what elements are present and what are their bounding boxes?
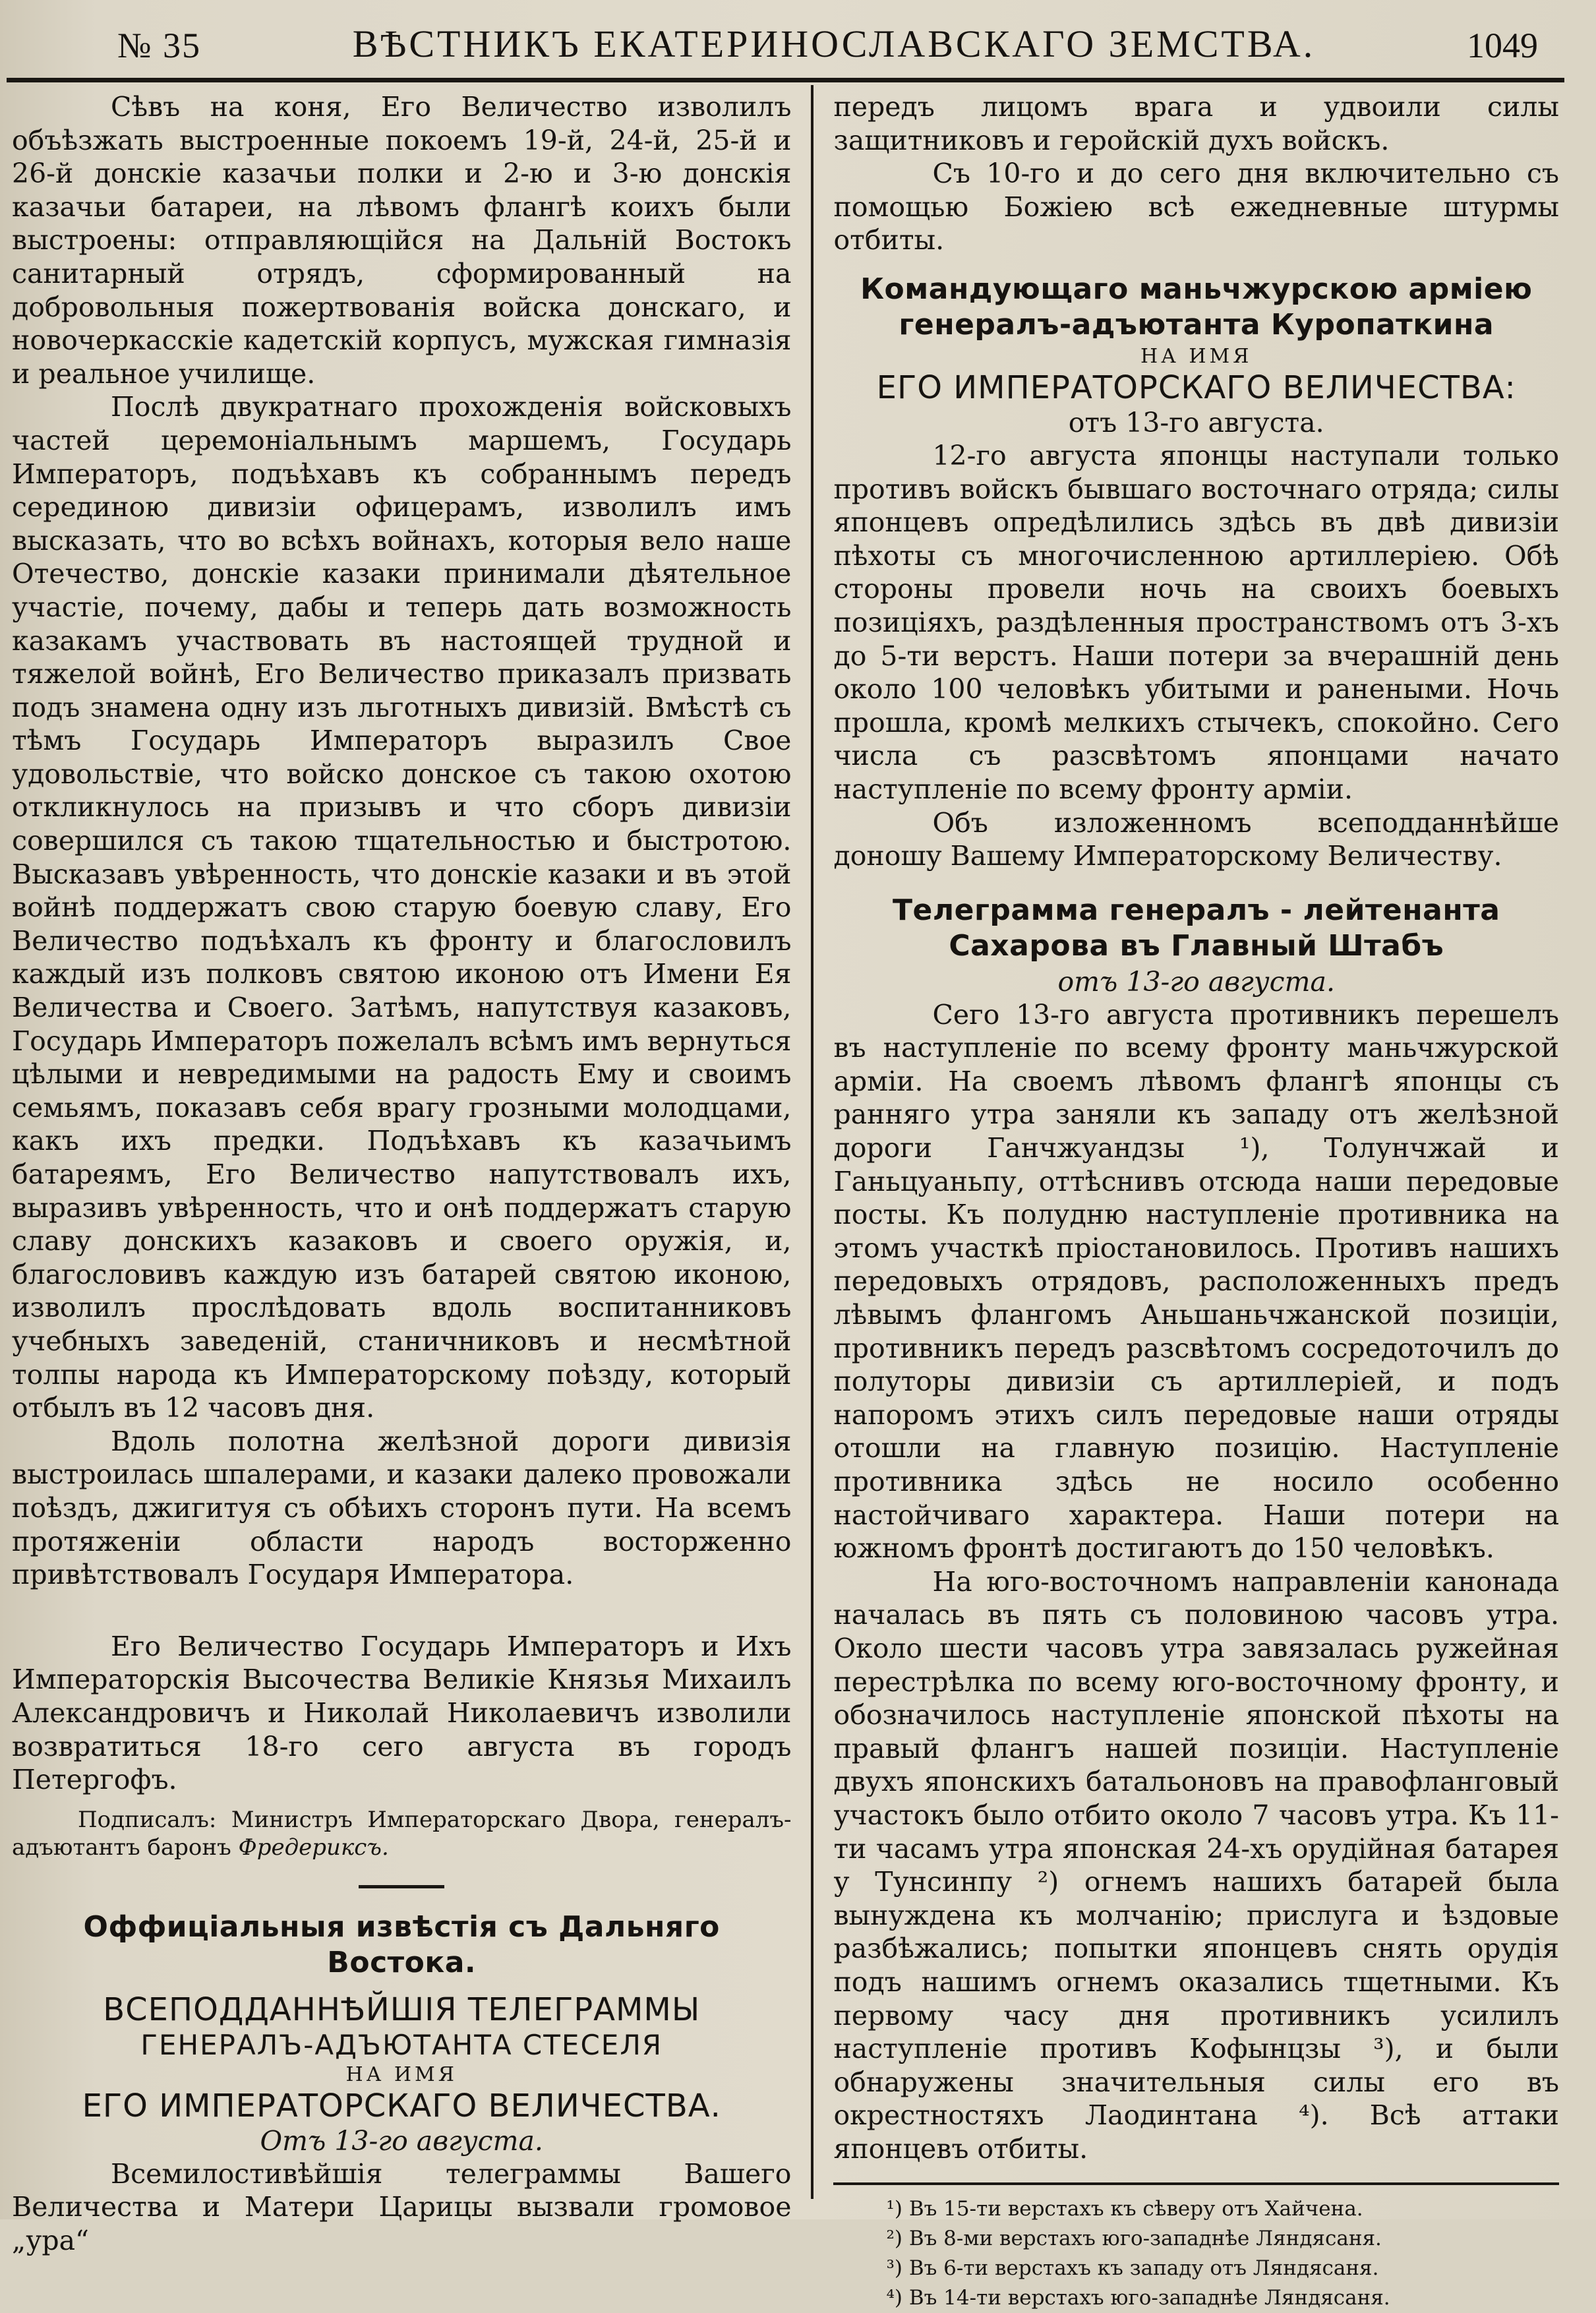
kuropatkin-date: отъ 13-го августа. bbox=[1068, 406, 1324, 438]
section-divider bbox=[359, 1885, 444, 1888]
left-paragraph-1: Сѣвъ на коня, Его Величество изволилъ объѣзжать выстроенные покоемъ 19-й, 24-й, 25-й и 26-й донскіе казачьи полки и 2-ю и 3-ю донскія казачьи батареи, на лѣвомъ флангѣ коихъ были выстроены: отправляющійся на Дальній Востокъ санитарный отрядъ, сформированный на добровольныя пожертвованія войска донскаго, и новочеркасскіе кадетскій корпусъ, мужская гимназія и реальное училище. bbox=[12, 91, 792, 390]
footnote-1: ¹) Въ 15-ти верстахъ къ сѣверу отъ Хайчена. bbox=[886, 2197, 1363, 2221]
left-paragraph-4: Его Величество Государь Императоръ и Ихъ Императорскія Высочества Великіе Князья Михаилъ Александровичъ и Николай Николаевичъ изволили возвратиться 18-го сего августа въ городъ Петергофъ. bbox=[12, 1630, 792, 1796]
telegram-sender: ГЕНЕРАЛЪ-АДЪЮТАНТА СТЕСЕЛЯ bbox=[140, 2028, 663, 2061]
page-number: 1049 bbox=[1466, 26, 1538, 65]
majesty-line-right: ЕГО ИМПЕРАТОРСКАГО ВЕЛИЧЕСТВА: bbox=[876, 369, 1516, 406]
footnote-4: ⁴) Въ 14-ти верстахъ юго-западнѣе Ляндясаня. bbox=[886, 2286, 1390, 2310]
right-paragraph-4: Объ изложенномъ всеподданнѣйше доношу Вашему Императорскому Величеству. bbox=[833, 806, 1560, 872]
columns bbox=[7, 82, 1564, 2310]
signature-name: Фредериксъ. bbox=[238, 1834, 389, 1861]
telegram-title: ВСЕПОДДАННѢЙШІЯ ТЕЛЕГРАММЫ bbox=[103, 1991, 701, 2028]
left-paragraph-3: Вдоль полотна желѣзной дороги дивизія выстроилась шпалерами, и казаки далеко провожали поѣздъ, джигитуя съ обѣихъ сторонъ пути. На всемъ протяженіи области народъ восторженно привѣтствовалъ Государя Императора. bbox=[12, 1425, 792, 1591]
telegram-date: Отъ 13-го августа. bbox=[260, 2124, 543, 2157]
footnote-rule bbox=[833, 2182, 1559, 2185]
signature-prefix: Подписалъ: Министръ Императорскаго Двора, генералъ-адъютантъ баронъ bbox=[12, 1806, 792, 1861]
signature-line bbox=[12, 1806, 791, 1861]
issue-number: № 35 bbox=[117, 26, 202, 65]
masthead bbox=[7, 20, 1564, 66]
right-paragraph-3: 12-го августа японцы наступали только противъ войскъ бывшаго восточнаго отряда; силы японцевъ опредѣлились здѣсь въ двѣ дивизіи пѣхоты съ многочисленною артиллеріею. Обѣ стороны провели ночь на своихъ боевыхъ позиціяхъ, раздѣленныя пространствомъ отъ 3-хъ до 5-ти верстъ. Наши потери за вчерашній день около 100 человѣкъ убитыми и ранеными. Ночь прошла, кромѣ мелкихъ стычекъ, спокойно. Сего числа съ разсвѣтомъ японцами начато наступленіе по всему фронту арміи. bbox=[833, 439, 1560, 805]
left-paragraph-2: Послѣ двукратнаго прохожденія войсковыхъ частей церемоніальнымъ маршемъ, Государь Императоръ, подъѣхавъ къ собраннымъ передъ серединою дивизіи офицерамъ, изволилъ имъ высказать, что во всѣхъ войнахъ, которыя вело наше Отечество, донскіе казаки принимали дѣятельное участіе, почему, дабы и теперь дать возможность казакамъ участвовать въ настоящей трудной и тяжелой войнѣ, Его Величество приказалъ призвать подъ знамена одну изъ льготныхъ дивизій. Вмѣстѣ съ тѣмъ Государь Императоръ выразилъ Свое удовольствіе, что войско донское съ такою охотою откликнулось на призывъ и что сборъ дивизіи совершился съ такою тщательностью и быстротою. Высказавъ увѣренность, что донскіе казаки и въ этой войнѣ поддержатъ свою старую боевую славу, Его Величество подъѣхалъ къ фронту и благословилъ каждый изъ полковъ святою иконою отъ Имени Ея Величества и Своего. Затѣмъ, напутствуя казаковъ, Государь Императоръ пожелалъ всѣмъ имъ вернуться цѣлыми и невредимыми на радость Ему и своимъ семьямъ, показавъ себя врагу грозными молодцами, какъ ихъ предки. Подъѣхавъ къ казачьимъ батареямъ, Его Величество напутствовалъ ихъ, выразивъ увѣренность, что и онѣ поддержатъ старую славу донскихъ казаковъ и своего оружія, и, благословивъ каждую изъ батарей святою иконою, изволилъ прослѣдовать вдоль воспитанниковъ учебныхъ заведеній, станичниковъ и несмѣтной толпы народа къ Императорскому поѣзду, который отбылъ въ 12 часовъ дня. bbox=[12, 391, 792, 1424]
kuropatkin-heading: Командующаго маньчжурскою арміею генералъ-адъютанта Куропаткина bbox=[860, 272, 1533, 342]
right-paragraph-1: передъ лицомъ врага и удвоили силы защитниковъ и геройскій духъ войскъ. bbox=[833, 91, 1560, 156]
section-heading: Оффиціальныя извѣстія съ Дальняго Востока. bbox=[83, 1909, 720, 1979]
sakharov-heading: Телеграмма генералъ - лейтенанта Сахарова въ Главный Штабъ bbox=[893, 893, 1500, 963]
right-paragraph-5: Сего 13-го августа противникъ перешелъ въ наступленіе по всему фронту маньчжурской арміи. На своемъ лѣвомъ флангѣ японцы съ ранняго утра заняли къ западу отъ желѣзной дороги Ганчжуандзы ¹), Толунчжай и Ганьцуаньпу, оттѣснивъ отсюда наши передовые посты. Къ полудню наступленіе противника на этомъ участкѣ пріостановилось. Противъ нашихъ передовыхъ отрядовъ, расположенныхъ предъ лѣвымъ флангомъ Аньшаньчжанской позиціи, противникъ передъ разсвѣтомъ сосредоточилъ до полуторы дивизіи съ артиллеріей, и подъ напоромъ этихъ силъ передовые наши отряды отошли на главную позицію. Наступленіе противника здѣсь не носило особенно настойчиваго характера. Наши потери на южномъ фронтѣ достигаютъ до 150 человѣкъ. bbox=[833, 998, 1560, 1565]
right-column bbox=[813, 82, 1564, 2310]
publication-title: ВѢСТНИКЪ ЕКАТЕРИНОСЛАВСКАГО ЗЕМСТВА. bbox=[352, 22, 1316, 65]
na-imya-label: НА ИМЯ bbox=[345, 2062, 458, 2086]
right-paragraph-2: Съ 10-го и до сего дня включительно съ помощью Божіею всѣ ежедневные штурмы отбиты. bbox=[833, 158, 1560, 256]
sakharov-date: отъ 13-го августа. bbox=[1057, 965, 1335, 998]
left-paragraph-5: Всемилостивѣйшія телеграммы Вашего Величества и Матери Царицы вызвали громовое „ура“ bbox=[12, 2157, 792, 2256]
footnotes bbox=[833, 2194, 1559, 2313]
footnote-2: ²) Въ 8-ми верстахъ юго-западнѣе Ляндясаня. bbox=[886, 2227, 1382, 2251]
footnote-3: ³) Въ 6-ти верстахъ къ западу отъ Ляндясаня. bbox=[886, 2256, 1379, 2281]
majesty-line: ЕГО ИМПЕРАТОРСКАГО ВЕЛИЧЕСТВА. bbox=[82, 2087, 721, 2124]
header-rule bbox=[7, 78, 1564, 82]
right-paragraph-6: На юго-восточномъ направленіи канонада началась въ пять съ половиною часовъ утра. Около шести часовъ утра завязалась ружейная перестрѣлка по всему юго-восточному фронту, и обозначилось наступленіе японской пѣхоты на правый флангъ нашей позиціи. Наступленіе двухъ японскихъ батальоновъ на правофланговый участокъ было отбито около 7 часовъ утра. Къ 11-ти часамъ утра японская 24-хъ орудійная батарея у Тунсинпу ²) огнемъ нашихъ батарей была вынуждена къ молчанію; прислуга и ѣздовые разбѣжались; попытки японцевъ снять орудія подъ нашимъ огнемъ оказались тщетными. Къ первому часу дня противникъ усилилъ наступленіе противъ Кофынцзы ³), и были обнаружены значительныя силы его въ окрестностяхъ Лаодинтана ⁴). Всѣ аттаки японцевъ отбиты. bbox=[833, 1565, 1560, 2165]
na-imya-label-right: НА ИМЯ bbox=[1140, 344, 1253, 368]
left-column bbox=[7, 82, 811, 2256]
